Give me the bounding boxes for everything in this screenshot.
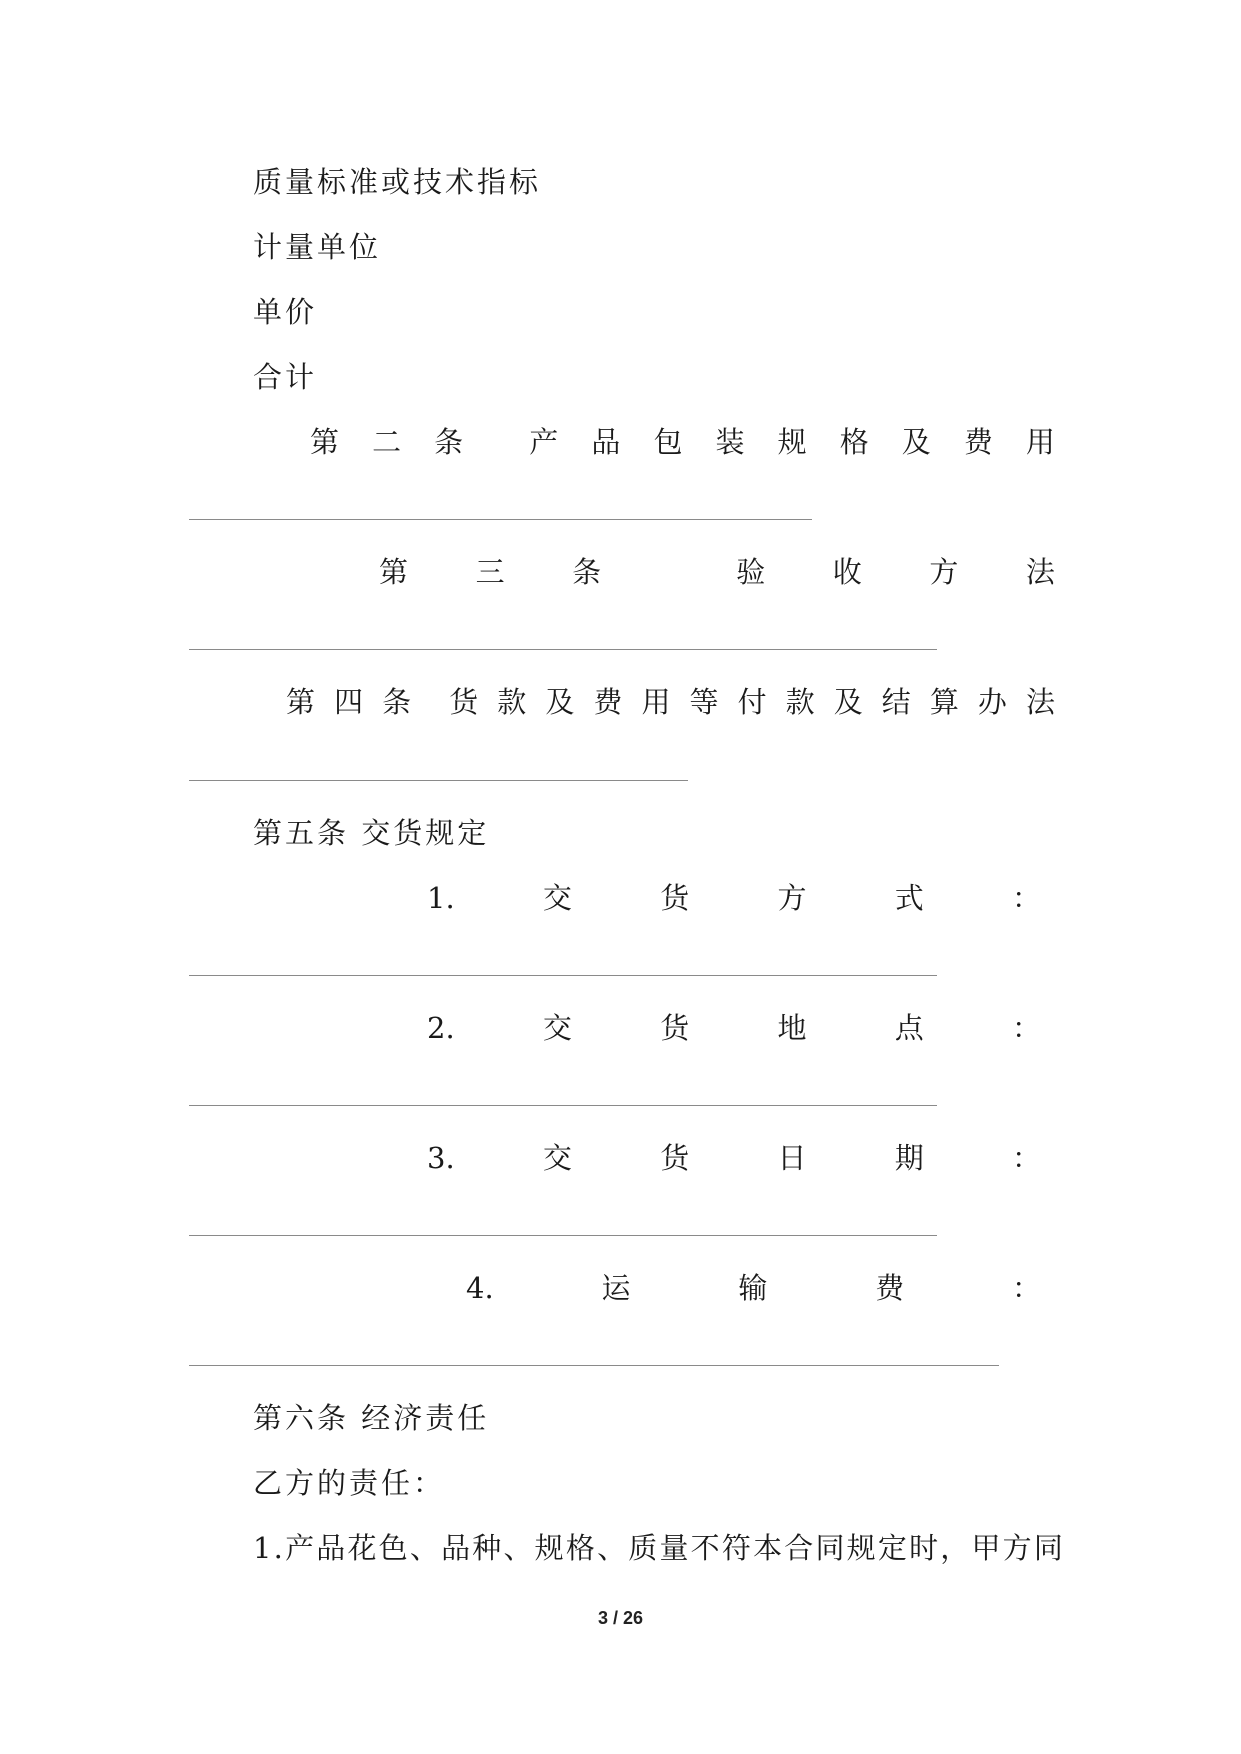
freight-char: 费 <box>875 1271 905 1305</box>
delivery-place-char: 货 <box>660 1011 690 1045</box>
article-4-char: 款 <box>785 685 815 719</box>
delivery-place-char: 点 <box>894 1011 924 1045</box>
article-4-char: 条 <box>382 685 412 719</box>
delivery-date-char: 期 <box>894 1141 924 1175</box>
article-2-char: 第 <box>310 425 340 459</box>
delivery-method-char: 式 <box>894 881 924 915</box>
fill-in-rule <box>189 649 937 650</box>
article-3-char: 验 <box>736 555 766 589</box>
article-4-char: 算 <box>929 685 959 719</box>
article-2-char: 装 <box>715 425 745 459</box>
article-2-char: 品 <box>591 425 621 459</box>
article-4-char: 款 <box>497 685 527 719</box>
quality-standard-line: 质量标准或技术指标 <box>253 165 542 199</box>
delivery-place-char: ： <box>1011 1011 1041 1045</box>
article-2-char: 包 <box>653 425 683 459</box>
delivery-date-char: ： <box>1011 1141 1041 1175</box>
article-4-char: 结 <box>881 685 911 719</box>
delivery-method-char: 方 <box>777 881 807 915</box>
fill-in-rule <box>189 1105 937 1106</box>
total-line: 合计 <box>253 360 318 394</box>
article-3-char: 收 <box>832 555 862 589</box>
fill-in-rule <box>189 1235 937 1236</box>
article-2-char: 用 <box>1025 425 1055 459</box>
unit-price-line: 单价 <box>253 295 318 329</box>
delivery-method-char: ： <box>1011 881 1041 915</box>
article-4-char: 等 <box>689 685 719 719</box>
delivery-date-char: 货 <box>660 1141 690 1175</box>
article-4-char: 费 <box>593 685 623 719</box>
freight-char: 输 <box>738 1271 768 1305</box>
article-3-char: 法 <box>1025 555 1055 589</box>
freight-char: 4. <box>466 1271 494 1305</box>
fill-in-rule <box>189 1365 999 1366</box>
article-3-char: 第 <box>379 555 409 589</box>
freight-line <box>466 1268 1041 1308</box>
fill-in-rule <box>189 975 937 976</box>
article-4-char: 货 <box>449 685 479 719</box>
article-4-char: 四 <box>334 685 364 719</box>
delivery-date-char: 3. <box>427 1141 455 1175</box>
article-3-char: 方 <box>929 555 959 589</box>
article-4-char: 办 <box>977 685 1007 719</box>
article-2-char: 规 <box>777 425 807 459</box>
article-5-heading: 第五条 交货规定 <box>253 816 490 850</box>
delivery-date-char: 交 <box>542 1141 572 1175</box>
article-4-heading <box>286 682 1055 722</box>
fill-in-rule <box>189 519 812 520</box>
article-2-char: 及 <box>901 425 931 459</box>
delivery-method-line <box>427 878 1041 918</box>
delivery-place-char: 地 <box>777 1011 807 1045</box>
delivery-method-char: 货 <box>660 881 690 915</box>
clause-1-text: 1.产品花色、品种、规格、质量不符本合同规定时，甲方同 <box>253 1531 1066 1565</box>
article-4-char: 法 <box>1025 685 1055 719</box>
article-2-char: 格 <box>839 425 869 459</box>
article-2-char: 条 <box>434 425 464 459</box>
article-4-char: 用 <box>641 685 671 719</box>
article-2-heading <box>310 422 1055 462</box>
article-4-char: 及 <box>545 685 575 719</box>
article-2-char: 二 <box>372 425 402 459</box>
delivery-date-char: 日 <box>777 1141 807 1175</box>
fill-in-rule <box>189 780 688 781</box>
page-number: 3 / 26 <box>597 1608 644 1628</box>
freight-char: ： <box>1011 1271 1041 1305</box>
delivery-place-line <box>427 1008 1041 1048</box>
delivery-method-char: 1. <box>427 881 455 915</box>
delivery-method-char: 交 <box>542 881 572 915</box>
party-b-responsibility: 乙方的责任： <box>253 1466 446 1500</box>
delivery-date-line <box>427 1138 1041 1178</box>
article-4-char: 付 <box>737 685 767 719</box>
article-2-char: 费 <box>963 425 993 459</box>
delivery-place-char: 交 <box>542 1011 572 1045</box>
article-2-char: 产 <box>529 425 559 459</box>
article-3-char: 三 <box>475 555 505 589</box>
article-3-heading <box>379 552 1055 592</box>
freight-char: 运 <box>601 1271 631 1305</box>
measurement-unit-line: 计量单位 <box>253 230 382 264</box>
delivery-place-char: 2. <box>427 1011 455 1045</box>
article-4-char: 及 <box>833 685 863 719</box>
article-4-char: 第 <box>286 685 316 719</box>
article-3-char: 条 <box>572 555 602 589</box>
article-6-heading: 第六条 经济责任 <box>253 1401 490 1435</box>
